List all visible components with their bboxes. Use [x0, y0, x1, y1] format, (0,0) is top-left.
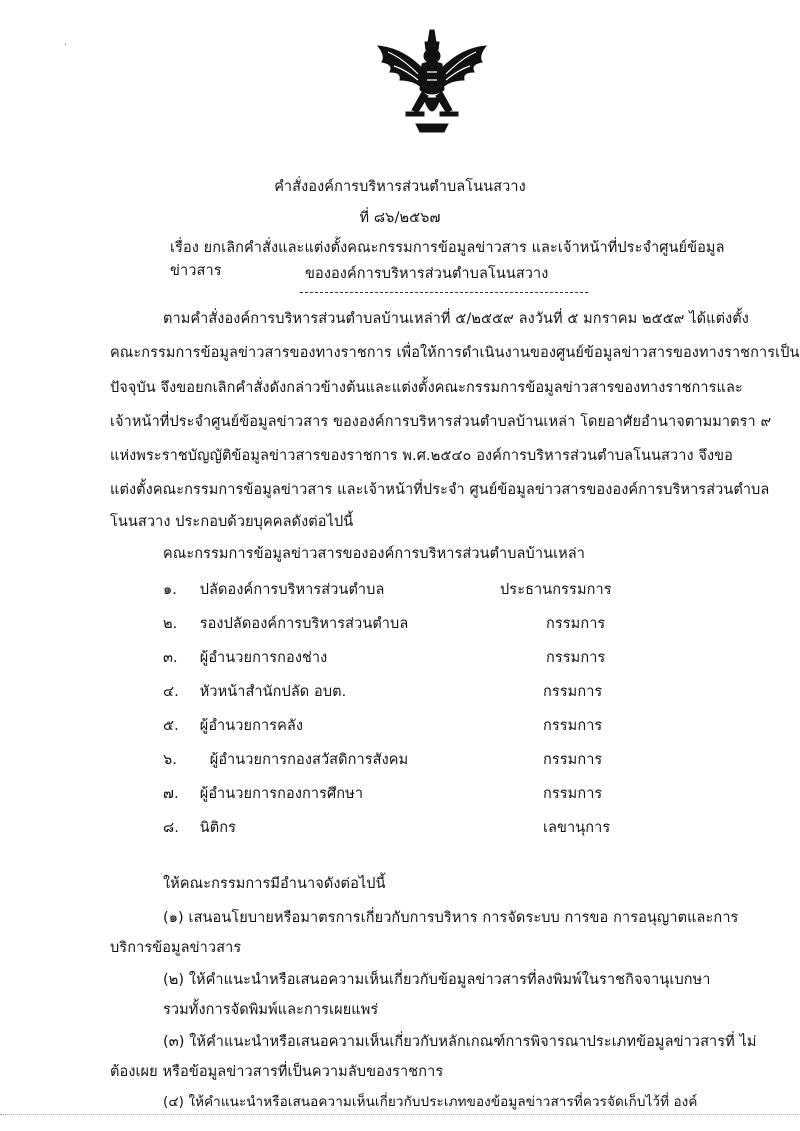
garuda-emblem-icon: [372, 28, 492, 140]
scan-speck: ·: [64, 40, 68, 51]
subject-line-continued: ขององค์การบริหารส่วนตำบลโนนสวาง: [305, 266, 549, 282]
power-item-continued: รวมทั้งการจัดพิมพ์และการเผยแพร่: [163, 1002, 379, 1018]
member-position: นิติกร: [199, 820, 237, 836]
member-number: ๖.: [163, 752, 178, 768]
intro-line: ปัจจุบัน จึงขอยกเลิกคำสั่งดังกล่าวข้างต้นและแต่งตั้งคณะกรรมการข้อมูลข่าวสารของทางราชการและ: [110, 380, 743, 396]
committee-member-row: [163, 646, 327, 669]
member-number: ๒.: [163, 616, 178, 632]
power-item: (๓) ให้คำแนะนำหรือเสนอความเห็นเกี่ยวกับหลักเกณฑ์การพิจารณาประเภทข้อมูลข่าวสารที่ ไม่: [163, 1034, 757, 1050]
power-item-continued: [110, 1108, 147, 1109]
separator-line: [300, 292, 588, 293]
committee-member-row: [163, 578, 384, 601]
subject-text: ยกเลิกคำสั่งและแต่งตั้งคณะกรรมการข้อมูลข่าวสาร และเจ้าหน้าที่ประจำศูนย์ข้อมูลข่าวสาร: [170, 240, 725, 279]
member-role: กรรมการ: [546, 650, 606, 666]
member-role: เลขานุการ: [543, 820, 611, 836]
member-position: หัวหน้าสำนักปลัด อบต.: [199, 684, 347, 700]
member-position: ผู้อำนวยการคลัง: [199, 718, 304, 734]
intro-line: โนนสวาง ประกอบด้วยบุคคลดังต่อไปนี้: [110, 514, 354, 530]
power-item: (๔) ให้คำแนะนำหรือเสนอความเห็นเกี่ยวกับประเภทของข้อมูลข่าวสารที่ควรจัดเก็บไว้ที่ องค์: [163, 1094, 698, 1110]
committee-member-row: [163, 748, 408, 771]
committee-member-row: [163, 816, 236, 839]
member-role: กรรมการ: [543, 752, 603, 768]
power-item: (๒) ให้คำแนะนำหรือเสนอความเห็นเกี่ยวกับข้อมูลข่าวสารที่ลงพิมพ์ในราชกิจจานุเบกษา: [163, 972, 711, 988]
member-number: ๕.: [163, 718, 179, 734]
member-position: รองปลัดองค์การบริหารส่วนตำบล: [199, 616, 409, 632]
member-number: ๓.: [163, 650, 178, 666]
subject-label: เรื่อง: [170, 240, 199, 256]
member-number: ๔.: [163, 684, 179, 700]
intro-line: เจ้าหน้าที่ประจำศูนย์ข้อมูลข่าวสาร ขององค์การบริหารส่วนตำบลบ้านเหล่า โดยอาศัยอำนาจตามมาตรา ๙: [110, 414, 772, 430]
intro-line: แต่งตั้งคณะกรรมการข้อมูลข่าวสาร และเจ้าหน้าที่ประจำ ศูนย์ข้อมูลข่าวสารขององค์การบริหารส่วนตำบล: [110, 482, 770, 498]
member-role: กรรมการ: [546, 616, 606, 632]
power-item-continued: ต้องเผย หรือข้อมูลข่าวสารที่เป็นความลับของราชการ: [110, 1064, 444, 1080]
powers-heading: ให้คณะกรรมการมีอำนาจดังต่อไปนี้: [163, 876, 386, 892]
member-role: กรรมการ: [543, 718, 603, 734]
member-position: ผู้อำนวยการกองช่าง: [199, 650, 328, 666]
power-item-continued: บริการข้อมูลข่าวสาร: [110, 940, 242, 956]
committee-member-row: [163, 714, 303, 737]
member-number: ๗.: [163, 786, 179, 802]
member-role: ประธานกรรมการ: [500, 582, 612, 598]
member-number: ๘.: [163, 820, 179, 836]
member-position: ผู้อำนวยการกองการศึกษา: [199, 786, 364, 802]
committee-member-row: [163, 612, 408, 635]
committee-member-row: [163, 680, 346, 703]
member-position: ผู้อำนวยการกองสวัสดิการสังคม: [209, 752, 409, 768]
power-item-continued: [110, 1106, 159, 1107]
committee-member-row: [163, 782, 363, 805]
committee-heading: คณะกรรมการข้อมูลข่าวสารขององค์การบริหารส่วนตำบลบ้านเหล่า: [163, 546, 586, 562]
intro-line: คณะกรรมการข้อมูลข่าวสารของทางราชการ เพื่อให้การดำเนินงานของศูนย์ข้อมูลข่าวสารของทางราชการเป็น: [110, 345, 800, 361]
member-role: กรรมการ: [543, 684, 603, 700]
scan-bottom-edge: [0, 1114, 800, 1115]
intro-line: ตามคำสั่งองค์การบริหารส่วนตำบลบ้านเหล่าที่ ๕/๒๕๕๙ ลงวันที่ ๕ มกราคม ๒๕๕๙ ได้แต่งตั้ง: [163, 311, 749, 327]
order-number: ที่ ๘๖/๒๕๖๗: [359, 210, 441, 226]
intro-line: แห่งพระราชบัญญัติข้อมูลข่าวสารของราชการ พ.ศ.๒๕๔๐ องค์การบริหารส่วนตำบลโนนสวาง จึงขอ: [110, 448, 733, 464]
order-title: คำสั่งองค์การบริหารส่วนตำบลโนนสวาง: [274, 179, 526, 195]
member-number: ๑.: [163, 582, 178, 598]
member-position: ปลัดองค์การบริหารส่วนตำบล: [199, 582, 385, 598]
power-item: (๑) เสนอนโยบายหรือมาตรการเกี่ยวกับการบริหาร การจัดระบบ การขอ การอนุญาตและการ: [163, 910, 739, 926]
member-role: กรรมการ: [543, 786, 603, 802]
